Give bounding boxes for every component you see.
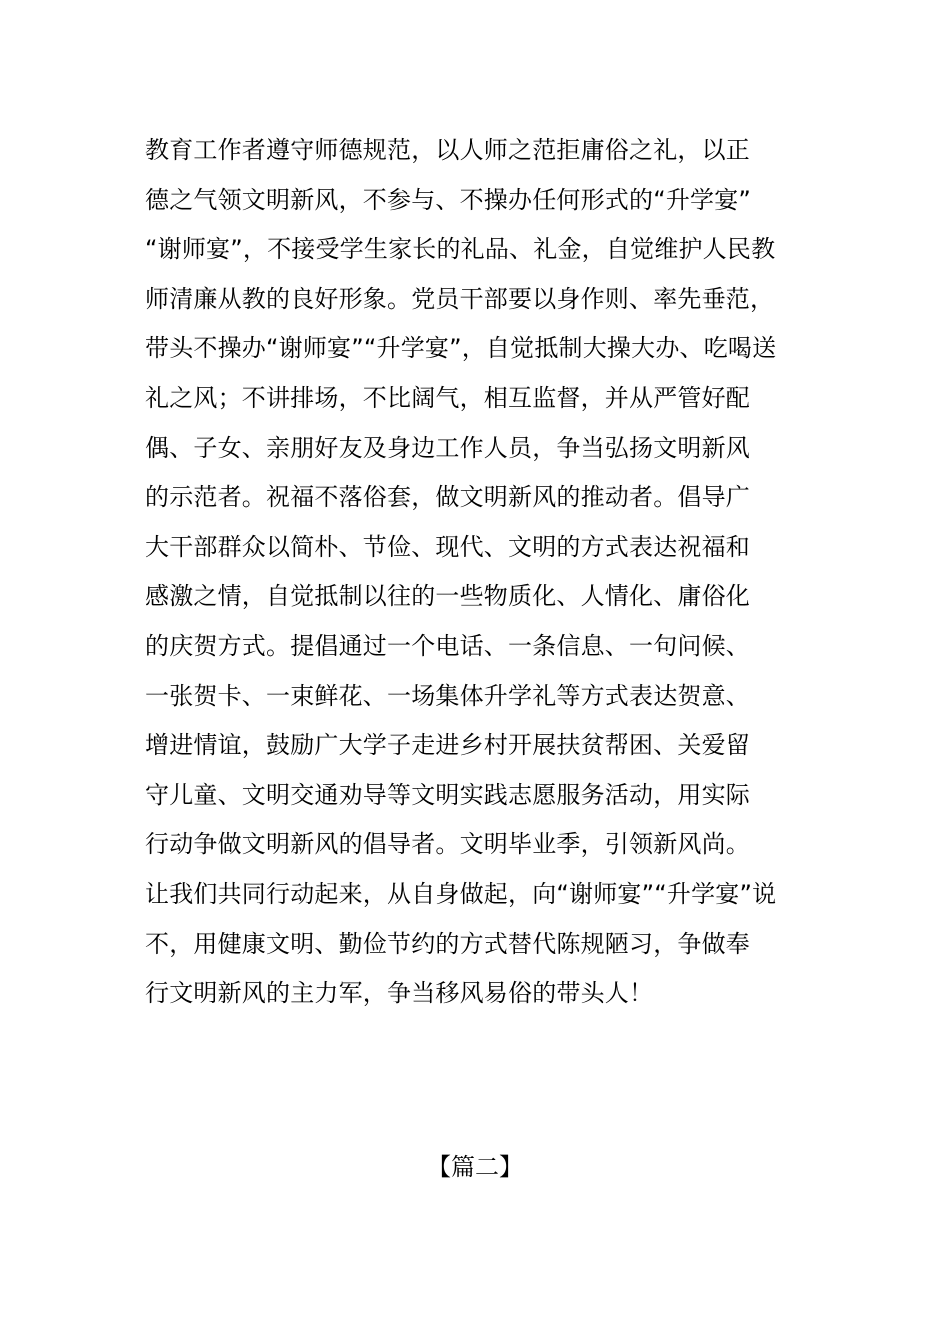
text-line: 守儿童、文明交通劝导等文明实践志愿服务活动，用实际 (145, 780, 750, 809)
text-line: 不，用健康文明、勤俭节约的方式替代陈规陋习，争做奉 (145, 929, 750, 958)
text-line: 师清廉从教的良好形象。党员干部要以身作则、率先垂范， (145, 284, 775, 313)
text-line: 礼之风；不讲排场，不比阔气，相互监督，并从严管好配 (145, 383, 750, 412)
text-line: 的示范者。祝福不落俗套，做文明新风的推动者。倡导广 (145, 483, 750, 512)
section-heading: 【篇二】 (427, 1153, 523, 1181)
text-line: 行文明新风的主力军，争当移风易俗的带头人！ (145, 979, 654, 1008)
text-line: 的庆贺方式。提倡通过一个电话、一条信息、一句问候、 (145, 631, 750, 660)
text-line: 行动争做文明新风的倡导者。文明毕业季，引领新风尚。 (145, 830, 750, 859)
text-line: 带头不操办“谢师宴”“升学宴”，自觉抵制大操大办、吃喝送 (145, 334, 777, 363)
text-line: 德之气领文明新风，不参与、不操办任何形式的“升学宴” (145, 185, 752, 214)
text-line: 感激之情，自觉抵制以往的一些物质化、人情化、庸俗化 (145, 582, 750, 611)
text-line: 增进情谊，鼓励广大学子走进乡村开展扶贫帮困、关爱留 (145, 731, 750, 760)
text-line: 大干部群众以简朴、节俭、现代、文明的方式表达祝福和 (145, 532, 750, 561)
text-line: 教育工作者遵守师德规范，以人师之范拒庸俗之礼，以正 (145, 136, 750, 164)
text-line: 让我们共同行动起来，从自身做起，向“谢师宴”“升学宴”说 (145, 879, 777, 908)
text-line: 一张贺卡、一束鲜花、一场集体升学礼等方式表达贺意、 (145, 681, 750, 710)
text-line: “谢师宴”，不接受学生家长的礼品、礼金，自觉维护人民教 (145, 235, 776, 264)
body-paragraph (145, 126, 815, 1019)
text-line: 偶、子女、亲朋好友及身边工作人员，争当弘扬文明新风 (145, 433, 750, 462)
